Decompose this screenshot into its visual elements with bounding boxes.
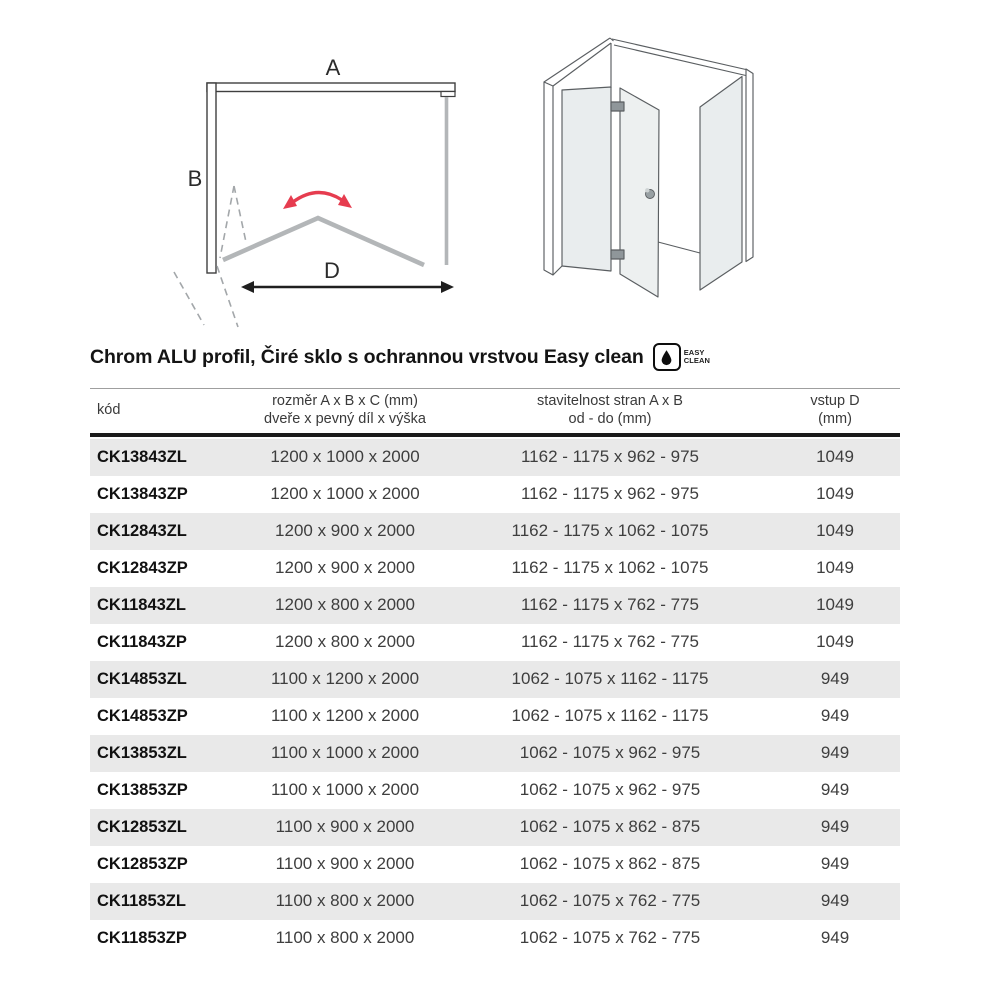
plan-left-wall bbox=[207, 83, 216, 273]
cell-code: CK12843ZP bbox=[97, 558, 188, 577]
cell-entry: 1049 bbox=[816, 484, 854, 504]
cell-entry: 949 bbox=[820, 891, 850, 911]
label-dimension-a: A bbox=[325, 55, 341, 80]
plan-top-wall-endcap bbox=[441, 92, 455, 97]
cell-size: 1100 x 1200 x 2000 bbox=[270, 669, 420, 689]
cell-range: 1062 - 1075 x 962 - 975 bbox=[519, 743, 701, 763]
cell-size: 1100 x 900 x 2000 bbox=[275, 854, 415, 874]
cell-code: CK11843ZP bbox=[97, 632, 187, 651]
cell-size: 1100 x 1000 x 2000 bbox=[270, 743, 420, 763]
column-header-size: rozměr A x B x C (mm) dveře x pevný díl x výška bbox=[264, 393, 426, 428]
cell-size: 1100 x 1200 x 2000 bbox=[270, 706, 420, 726]
cell-entry: 1049 bbox=[816, 632, 854, 652]
cell-code: CK11853ZL bbox=[97, 891, 186, 910]
cell-entry: 949 bbox=[820, 743, 850, 763]
table-row bbox=[90, 698, 900, 735]
cell-size: 1100 x 1000 x 2000 bbox=[270, 780, 420, 800]
cell-entry: 1049 bbox=[816, 447, 854, 467]
iso-right-fixed-panel bbox=[700, 77, 742, 291]
table-row bbox=[90, 772, 900, 809]
cell-size: 1200 x 800 x 2000 bbox=[275, 632, 415, 652]
cell-entry: 949 bbox=[820, 706, 850, 726]
iso-right-wall-profile bbox=[746, 69, 753, 262]
table-row bbox=[90, 809, 900, 846]
cell-size: 1100 x 900 x 2000 bbox=[275, 817, 415, 837]
cell-entry: 1049 bbox=[816, 521, 854, 541]
cell-range: 1062 - 1075 x 862 - 875 bbox=[519, 817, 701, 837]
cell-range: 1062 - 1075 x 1162 - 1175 bbox=[511, 706, 709, 726]
table-row bbox=[90, 883, 900, 920]
cell-code: CK14853ZL bbox=[97, 669, 187, 688]
cell-range: 1062 - 1075 x 1162 - 1175 bbox=[511, 669, 709, 689]
table-row bbox=[90, 439, 900, 476]
table-row bbox=[90, 550, 900, 587]
cell-size: 1100 x 800 x 2000 bbox=[275, 891, 415, 911]
table-header bbox=[90, 388, 900, 437]
cell-entry: 949 bbox=[820, 817, 850, 837]
cell-code: CK14853ZP bbox=[97, 706, 188, 725]
cell-size: 1200 x 800 x 2000 bbox=[275, 595, 415, 615]
cell-entry: 1049 bbox=[816, 558, 854, 578]
cell-range: 1062 - 1075 x 762 - 775 bbox=[519, 928, 701, 948]
table-row bbox=[90, 661, 900, 698]
cell-code: CK13843ZP bbox=[97, 484, 188, 503]
cell-range: 1062 - 1075 x 962 - 975 bbox=[519, 780, 701, 800]
plan-view-diagram bbox=[174, 55, 455, 327]
spec-table bbox=[90, 388, 900, 957]
cell-code: CK11843ZL bbox=[97, 595, 186, 614]
label-dimension-d: D bbox=[324, 258, 340, 283]
iso-floor-line bbox=[658, 242, 700, 253]
cell-range: 1162 - 1175 x 962 - 975 bbox=[520, 484, 699, 504]
table-row bbox=[90, 846, 900, 883]
table-row bbox=[90, 624, 900, 661]
section-title-row bbox=[90, 343, 902, 371]
cell-code: CK12843ZL bbox=[97, 521, 187, 540]
plan-top-wall bbox=[207, 83, 455, 92]
cell-size: 1100 x 800 x 2000 bbox=[275, 928, 415, 948]
hinge-bottom-icon bbox=[611, 250, 624, 259]
cell-range: 1162 - 1175 x 1062 - 1075 bbox=[511, 558, 709, 578]
cell-code: CK12853ZL bbox=[97, 817, 187, 836]
cell-range: 1162 - 1175 x 762 - 775 bbox=[520, 595, 699, 615]
cell-range: 1162 - 1175 x 762 - 775 bbox=[520, 632, 699, 652]
cell-code: CK11853ZP bbox=[97, 928, 187, 947]
iso-view-diagram bbox=[544, 38, 753, 297]
iso-top-rail bbox=[612, 39, 748, 70]
iso-left-fixed-panel bbox=[562, 87, 611, 271]
cell-range: 1062 - 1075 x 762 - 775 bbox=[519, 891, 701, 911]
water-drop-icon bbox=[653, 343, 681, 371]
table-row bbox=[90, 476, 900, 513]
iso-left-wall-profile bbox=[544, 82, 553, 275]
table-row bbox=[90, 587, 900, 624]
cell-size: 1200 x 1000 x 2000 bbox=[270, 484, 420, 504]
cell-code: CK13853ZL bbox=[97, 743, 187, 762]
entry-width-arrow-icon bbox=[241, 281, 454, 293]
label-dimension-b: B bbox=[187, 166, 203, 191]
column-header-entry: vstup D (mm) bbox=[810, 393, 860, 428]
section-title: Chrom ALU profil, Čiré sklo s ochrannou vrstvou Easy clean bbox=[90, 345, 644, 368]
cell-entry: 949 bbox=[820, 928, 850, 948]
cell-code: CK12853ZP bbox=[97, 854, 188, 873]
column-header-adjustability: stavitelnost stran A x B od - do (mm) bbox=[537, 393, 683, 428]
easy-clean-badge bbox=[653, 343, 710, 371]
easy-clean-badge-text: EASY CLEAN bbox=[683, 347, 711, 365]
table-row bbox=[90, 920, 900, 957]
table-row bbox=[90, 513, 900, 550]
cell-range: 1162 - 1175 x 962 - 975 bbox=[520, 447, 699, 467]
cell-range: 1162 - 1175 x 1062 - 1075 bbox=[511, 521, 709, 541]
cell-range: 1062 - 1075 x 862 - 875 bbox=[519, 854, 701, 874]
cell-entry: 949 bbox=[820, 854, 850, 874]
cell-entry: 1049 bbox=[816, 595, 854, 615]
table-row bbox=[90, 735, 900, 772]
table-body bbox=[90, 439, 900, 957]
cell-code: CK13843ZL bbox=[97, 447, 187, 466]
hinge-top-icon bbox=[611, 102, 624, 111]
cell-size: 1200 x 900 x 2000 bbox=[275, 558, 415, 578]
cell-entry: 949 bbox=[820, 780, 850, 800]
cell-entry: 949 bbox=[820, 669, 850, 689]
cell-size: 1200 x 900 x 2000 bbox=[275, 521, 415, 541]
cell-size: 1200 x 1000 x 2000 bbox=[270, 447, 420, 467]
cell-code: CK13853ZP bbox=[97, 780, 188, 799]
product-diagrams bbox=[0, 0, 1000, 345]
column-header-code: kód bbox=[97, 402, 121, 419]
door-swing-arrow-icon bbox=[283, 192, 352, 209]
